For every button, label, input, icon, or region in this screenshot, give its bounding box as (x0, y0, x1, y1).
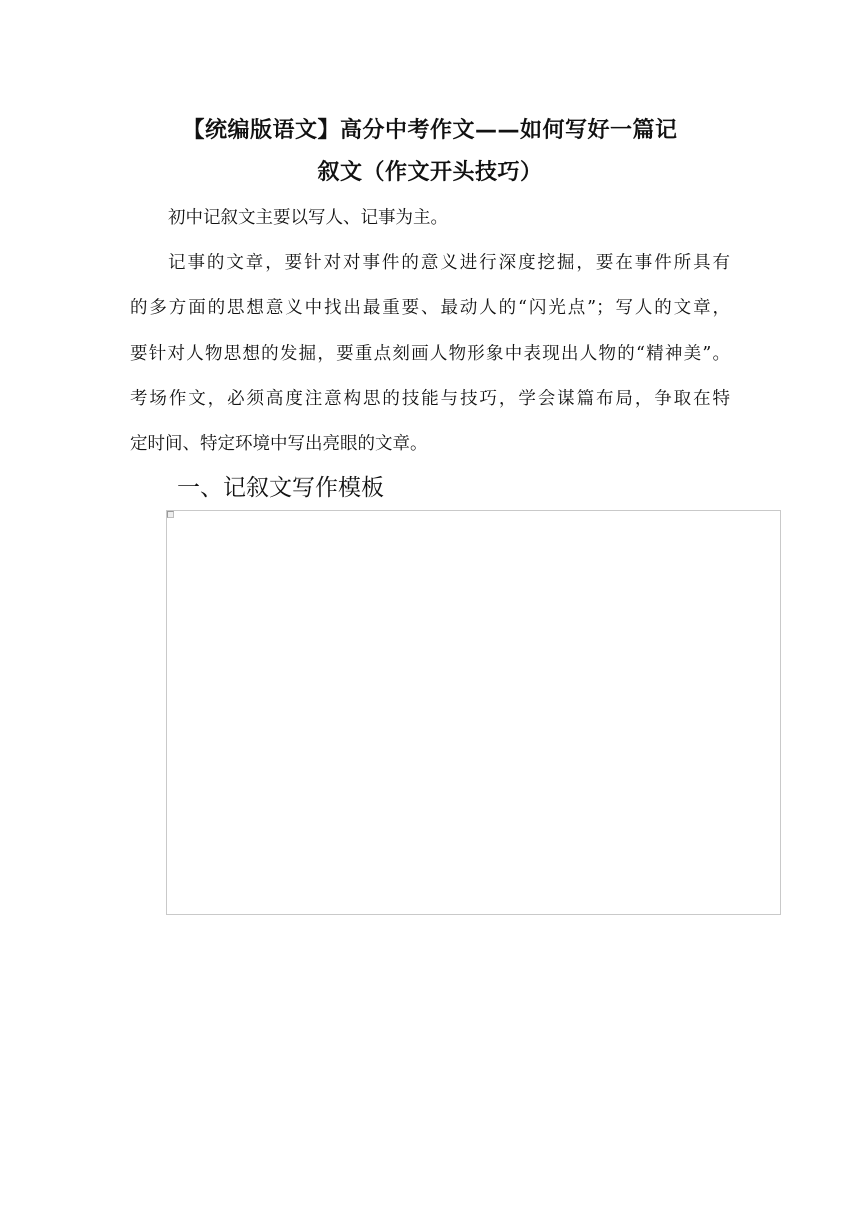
p2l3-seg-1: 要 (130, 344, 149, 364)
p2l1-seg-7: ，要在事件所具有 (576, 253, 731, 273)
document-title-line-2: 叙文（作文开头技巧） (317, 160, 543, 185)
p2l1-seg-2: 针对 (304, 253, 344, 273)
broken-image-icon (167, 511, 174, 518)
paragraph-2-line-5: 定时间、特定环境中写出亮眼的文章。 (130, 434, 428, 454)
intro-lead: 初中 (168, 208, 203, 228)
p2l4-seg-3: ，学会谋篇布局，争取在特 (498, 389, 731, 409)
p2l1-seg-1: 记事的文章，要 (168, 253, 305, 273)
p2l3-seg-2: 针 (148, 344, 168, 364)
paragraph-2-line-2: 的多方面的思想意义中找出最重要、最动人的“闪光点”；写人的文章， (130, 298, 730, 318)
p2l3-seg-4: 重点 (354, 344, 393, 364)
p2l3-seg-5: 刻画人物形象中表现出人物的“精神美”。 (392, 344, 731, 364)
intro-text: 记叙文主要以写人、记事为主。 (203, 208, 448, 228)
paragraph-2-line-4 (130, 387, 730, 411)
p2l1-seg-5: 意义 (420, 253, 460, 273)
p2l3-seg-3: 对人物思想的发掘，要 (167, 344, 355, 364)
document-title-line-1: 【统编版语文】高分中考作文——如何写好一篇记 (182, 118, 678, 143)
section-heading-1: 一、记叙文写作模板 (177, 475, 384, 501)
intro-paragraph (130, 206, 730, 230)
paragraph-2-line-1 (130, 251, 730, 275)
p2l1-seg-3: 对事件 (343, 253, 402, 273)
p2l1-seg-6: 进行深度挖掘 (459, 253, 577, 273)
template-image-frame (166, 510, 781, 915)
p2l4-seg-2: ，必须高度注意构思的技能与技巧 (207, 389, 499, 409)
p2l4-seg-1: 考场作文 (130, 389, 208, 409)
paragraph-2-line-3 (130, 342, 730, 366)
p2l1-seg-4: 的 (401, 253, 421, 273)
